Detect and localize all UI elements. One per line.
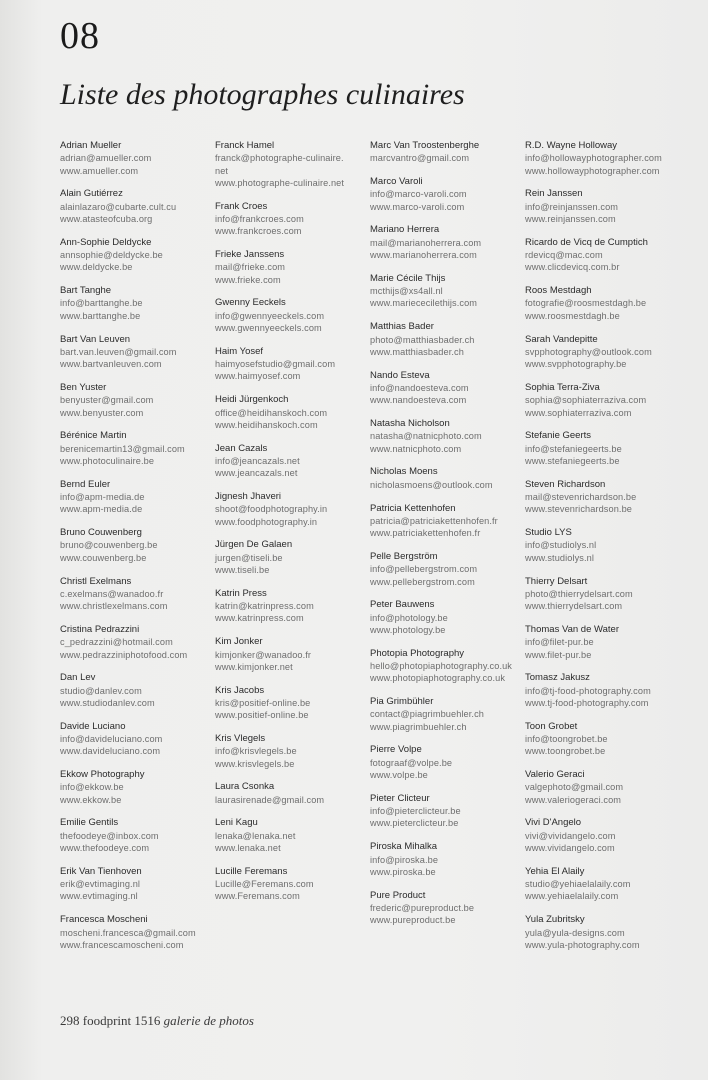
photographer-name: Thomas Van de Water xyxy=(525,623,619,635)
photographer-entry xyxy=(525,817,675,854)
photographer-name: Heidi Jürgenkoch xyxy=(215,394,289,406)
photographer-website[interactable]: www.matthiasbader.ch xyxy=(370,346,464,357)
photographer-entry xyxy=(370,140,520,165)
photographer-email[interactable]: info@krisvlegels.be xyxy=(215,746,297,757)
photographer-email[interactable]: info@gwennyeeckels.com xyxy=(215,310,325,321)
photographer-name: Nicholas Moens xyxy=(370,466,438,478)
photographer-email[interactable]: katrin@katrinpress.com xyxy=(215,601,314,612)
photographer-website[interactable]: www.jeancazals.net xyxy=(215,468,298,479)
photographer-name: Katrin Press xyxy=(215,587,267,599)
photographer-email[interactable]: nicholasmoens@outlook.com xyxy=(370,479,493,490)
photographer-entry xyxy=(525,237,675,274)
photographer-email[interactable]: yula@yula-designs.com xyxy=(525,927,625,938)
photographer-entry xyxy=(60,866,210,903)
photographer-name: Natasha Nicholson xyxy=(370,418,450,430)
photographer-email[interactable]: benyuster@gmail.com xyxy=(60,395,154,406)
photographer-email[interactable]: patricia@patriciakettenhofen.fr xyxy=(370,515,498,526)
photographer-name: Bérénice Martin xyxy=(60,430,127,442)
photographer-entry xyxy=(370,418,520,455)
photographer-website[interactable]: www.thefoodeye.com xyxy=(60,843,150,854)
photographer-name: Thierry Delsart xyxy=(525,575,588,587)
photographer-website[interactable]: www.toongrobet.be xyxy=(525,746,606,757)
photographer-entry xyxy=(525,721,675,758)
photographer-website[interactable]: www.natnicphoto.com xyxy=(370,443,462,454)
photographer-entry xyxy=(215,781,365,806)
photographer-entry xyxy=(215,297,365,334)
photographer-entry xyxy=(370,503,520,540)
photographer-email[interactable]: office@heidihanskoch.com xyxy=(215,407,328,418)
photographer-entry xyxy=(525,672,675,709)
photographer-name: Ann-Sophie Deldycke xyxy=(60,236,152,248)
photographer-entry xyxy=(215,685,365,722)
photographer-name: Yula Zubritsky xyxy=(525,914,585,926)
photographer-entry xyxy=(215,817,365,854)
photographer-name: Toon Grobet xyxy=(525,720,578,732)
photographer-website[interactable]: www.francescamoscheni.com xyxy=(60,939,184,950)
photographer-website[interactable]: www.studiolys.nl xyxy=(525,552,594,563)
photographer-name: Bart Tanghe xyxy=(60,285,112,297)
photographer-email[interactable]: contact@piagrimbuehler.ch xyxy=(370,709,484,720)
photographer-website[interactable]: www.atasteofcuba.org xyxy=(60,213,153,224)
photographer-entry xyxy=(370,466,520,491)
photographer-email[interactable]: kris@positief-online.be xyxy=(215,697,311,708)
photographer-entry xyxy=(60,382,210,419)
photographer-entry xyxy=(215,539,365,576)
photographer-email[interactable]: info@jeancazals.net xyxy=(215,455,300,466)
photographer-entry xyxy=(370,176,520,213)
directory-column-1 xyxy=(60,140,210,963)
photographer-entry xyxy=(60,672,210,709)
photographer-entry xyxy=(60,721,210,758)
photographer-email[interactable]: info@tj-food-photography.com xyxy=(525,685,651,696)
photographer-email[interactable]: c_pedrazzini@hotmail.com xyxy=(60,637,173,648)
photographer-email[interactable]: annsophie@deldycke.be xyxy=(60,250,163,261)
photographer-entry xyxy=(525,382,675,419)
photographer-name: Davide Luciano xyxy=(60,720,126,732)
photographer-website[interactable]: www.haimyosef.com xyxy=(215,371,301,382)
photographer-name: Sophia Terra-Ziva xyxy=(525,381,600,393)
photographer-name: Erik Van Tienhoven xyxy=(60,865,142,877)
photographer-name: Bruno Couwenberg xyxy=(60,527,142,539)
photographer-name: Jean Cazals xyxy=(215,442,268,454)
photographer-name: Sarah Vandepitte xyxy=(525,333,598,345)
photographer-entry xyxy=(215,249,365,286)
photographer-email[interactable]: frederic@pureproduct.be xyxy=(370,902,475,913)
photographer-entry xyxy=(525,334,675,371)
photographer-website[interactable]: www.stevenrichardson.be xyxy=(525,504,632,515)
photographer-email[interactable]: fotografie@roosmestdagh.be xyxy=(525,298,647,309)
photographer-entry xyxy=(370,648,520,685)
photographer-website[interactable]: www.thierrydelsart.com xyxy=(525,601,623,612)
photographer-website[interactable]: www.pellebergstrom.com xyxy=(370,576,475,587)
photographer-entry xyxy=(215,636,365,673)
photographer-website[interactable]: www.frankcroes.com xyxy=(215,226,302,237)
photographer-name: Pelle Bergström xyxy=(370,550,438,562)
photographer-website[interactable]: www.bartvanleuven.com xyxy=(60,359,162,370)
photographer-website[interactable]: www.nandoesteva.com xyxy=(370,395,467,406)
photographer-entry xyxy=(60,285,210,322)
photographer-name: Jignesh Jhaveri xyxy=(215,491,282,503)
photographer-website[interactable]: www.benyuster.com xyxy=(60,407,144,418)
photographer-name: Ekkow Photography xyxy=(60,769,145,781)
photographer-name: Christl Exelmans xyxy=(60,575,132,587)
photographer-email[interactable]: info@barttanghe.be xyxy=(60,298,143,309)
photographer-email[interactable]: adrian@amueller.com xyxy=(60,153,152,164)
photographer-entry xyxy=(370,599,520,636)
photographer-name: Leni Kagu xyxy=(215,817,258,829)
photographer-website[interactable]: www.lenaka.net xyxy=(215,843,281,854)
photographer-entry xyxy=(525,624,675,661)
footer-brand: foodprint 1516 xyxy=(82,1013,161,1028)
photographer-website[interactable]: www.amueller.com xyxy=(60,165,139,176)
photographer-email[interactable]: info@marco-varoli.com xyxy=(370,189,467,200)
photographer-email[interactable]: jurgen@tiseli.be xyxy=(215,552,283,563)
photographer-website[interactable]: www.stefaniegeerts.be xyxy=(525,455,620,466)
photographer-entry xyxy=(60,430,210,467)
photographer-name: Bart Van Leuven xyxy=(60,333,131,345)
photographer-name: Vivi D'Angelo xyxy=(525,817,582,829)
photographer-website[interactable]: www.mariececilethijs.com xyxy=(370,298,478,309)
photographer-email[interactable]: info@ekkow.be xyxy=(60,782,124,793)
photographer-name: Alain Gutiérrez xyxy=(60,188,123,200)
photographer-name: Photopia Photography xyxy=(370,647,465,659)
photographer-website[interactable]: www.photology.be xyxy=(370,624,446,635)
photographer-email[interactable]: studio@yehiaelalaily.com xyxy=(525,879,631,890)
photographer-email[interactable]: moscheni.francesca@gmail.com xyxy=(60,927,196,938)
photographer-entry xyxy=(60,624,210,661)
photographer-entry xyxy=(215,346,365,383)
photographer-name: Valerio Geraci xyxy=(525,769,585,781)
photographer-website[interactable]: www.svpphotography.be xyxy=(525,359,627,370)
photographer-email[interactable]: info@davideluciano.com xyxy=(60,733,163,744)
directory-column-3 xyxy=(370,140,520,938)
photographer-email[interactable]: Lucille@Feremans.com xyxy=(215,879,314,890)
photographer-entry xyxy=(525,769,675,806)
photographer-name: Franck Hamel xyxy=(215,140,275,151)
photographer-email[interactable]: berenicemartin13@gmail.com xyxy=(60,443,185,454)
photographer-entry xyxy=(370,890,520,927)
photographer-name: Lucille Feremans xyxy=(215,865,288,877)
photographer-website[interactable]: www.barttanghe.be xyxy=(60,310,141,321)
photographer-entry xyxy=(525,527,675,564)
photographer-name: Piroska Mihalka xyxy=(370,841,438,853)
directory-column-2 xyxy=(215,140,365,914)
photographer-website[interactable]: www.kimjonker.net xyxy=(215,661,293,672)
photographer-name: Pia Grimbühler xyxy=(370,696,434,708)
photographer-website[interactable]: www.hollowayphotographer.com xyxy=(525,165,660,176)
photographer-entry xyxy=(370,273,520,310)
photographer-entry xyxy=(370,551,520,588)
photographer-name: Pierre Volpe xyxy=(370,744,422,756)
photographer-email[interactable]: photo@matthiasbader.ch xyxy=(370,334,475,345)
photographer-name: Bernd Euler xyxy=(60,478,111,490)
photographer-website[interactable]: www.clicdevicq.com.br xyxy=(525,262,620,273)
photographer-entry xyxy=(60,188,210,225)
photographer-entry xyxy=(525,140,675,177)
photographer-entry xyxy=(370,224,520,261)
photographer-email[interactable]: info@stefaniegeerts.be xyxy=(525,443,622,454)
photographer-email[interactable]: info@apm-media.de xyxy=(60,492,145,503)
photographer-website[interactable]: www.valeriogeraci.com xyxy=(525,794,622,805)
photographer-entry xyxy=(215,588,365,625)
photographer-name: R.D. Wayne Holloway xyxy=(525,140,618,151)
photographer-entry xyxy=(370,321,520,358)
photographer-name: Emilie Gentils xyxy=(60,817,119,829)
photographer-email[interactable]: info@nandoesteva.com xyxy=(370,382,469,393)
photographer-website[interactable]: www.apm-media.de xyxy=(60,504,143,515)
photographer-name: Peter Bauwens xyxy=(370,599,435,611)
photographer-name: Ricardo de Vicq de Cumptich xyxy=(525,236,648,248)
photographer-email[interactable]: mail@stevenrichardson.be xyxy=(525,492,637,503)
photographer-website[interactable]: www.pedrazziniphotofood.com xyxy=(60,649,188,660)
photographer-website[interactable]: www.piroska.be xyxy=(370,866,436,877)
photographer-name: Marc Van Troostenberghe xyxy=(370,140,480,151)
photographer-entry xyxy=(525,285,675,322)
photographer-email[interactable]: fotograaf@volpe.be xyxy=(370,757,453,768)
photographer-entry xyxy=(525,576,675,613)
photographer-entry xyxy=(60,817,210,854)
directory-column-4 xyxy=(525,140,675,963)
photographer-website[interactable]: www.heidihanskoch.com xyxy=(215,419,318,430)
photographer-name: Francesca Moscheni xyxy=(60,914,148,926)
photographer-name: Marie Cécile Thijs xyxy=(370,272,446,284)
photographer-name: Kim Jonker xyxy=(215,636,263,648)
photographer-name: Nando Esteva xyxy=(370,369,430,381)
photographer-email[interactable]: erik@evtimaging.nl xyxy=(60,879,141,890)
photographer-email[interactable]: info@filet-pur.be xyxy=(525,637,594,648)
photographer-email[interactable]: haimyosefstudio@gmail.com xyxy=(215,359,336,370)
photographer-email[interactable]: info@piroska.be xyxy=(370,854,439,865)
photographer-entry xyxy=(60,576,210,613)
photographer-email[interactable]: mail@marianoherrera.com xyxy=(370,237,482,248)
photographer-email[interactable]: thefoodeye@inbox.com xyxy=(60,830,159,841)
photographer-website[interactable]: www.tj-food-photography.com xyxy=(525,697,649,708)
photographer-name: Roos Mestdagh xyxy=(525,285,592,297)
photographer-entry xyxy=(525,866,675,903)
photographer-website[interactable]: www.ekkow.be xyxy=(60,794,122,805)
photographer-entry xyxy=(215,733,365,770)
photographer-entry xyxy=(370,696,520,733)
photographer-entry xyxy=(215,491,365,528)
photographer-email[interactable]: svpphotography@outlook.com xyxy=(525,346,652,357)
photographer-website[interactable]: www.deldycke.be xyxy=(60,262,133,273)
photographer-website[interactable]: www.yula-photography.com xyxy=(525,939,640,950)
photographer-website[interactable]: www.reinjanssen.com xyxy=(525,213,616,224)
photographer-website[interactable]: www.photographe-culinaire.net xyxy=(215,177,345,188)
photographer-website[interactable]: www.photoculinaire.be xyxy=(60,455,155,466)
photographer-website[interactable]: www.katrinpress.com xyxy=(215,613,304,624)
photographer-entry xyxy=(525,479,675,516)
photographer-email[interactable]: franck@photographe-culinaire. xyxy=(215,153,344,164)
photographer-entry xyxy=(525,188,675,225)
photographer-website[interactable]: www.photopiaphotography.co.uk xyxy=(370,673,506,684)
photographer-email[interactable]: valgephoto@gmail.com xyxy=(525,782,624,793)
photographer-name: Patricia Kettenhofen xyxy=(370,502,456,514)
photographer-email[interactable]: rdevicq@mac.com xyxy=(525,250,603,261)
photographer-website[interactable]: www.positief-online.be xyxy=(215,710,309,721)
photographer-entry xyxy=(215,201,365,238)
photographer-entry xyxy=(215,443,365,480)
photographer-email[interactable]: mcthijs@xs4all.nl xyxy=(370,286,443,297)
photographer-entry xyxy=(525,914,675,951)
photographer-website[interactable]: www.yehiaelalaily.com xyxy=(525,891,619,902)
photographer-entry xyxy=(60,479,210,516)
photographer-entry xyxy=(60,334,210,371)
photographer-email[interactable]: lenaka@lenaka.net xyxy=(215,830,296,841)
photographer-website[interactable]: www.roosmestdagh.be xyxy=(525,310,620,321)
photographer-email[interactable]: mail@frieke.com xyxy=(215,262,286,273)
photographer-email[interactable]: bruno@couwenberg.be xyxy=(60,540,158,551)
photographer-name: Stefanie Geerts xyxy=(525,430,592,442)
photographer-entry xyxy=(370,841,520,878)
photographer-email[interactable]: info@reinjanssen.com xyxy=(525,201,619,212)
photographer-name: Kris Jacobs xyxy=(215,684,265,696)
photographer-name: Pure Product xyxy=(370,889,426,901)
photographer-website[interactable]: www.couwenberg.be xyxy=(60,552,147,563)
photographer-entry xyxy=(215,866,365,903)
page-footer xyxy=(60,1013,254,1029)
photographer-email[interactable]: info@photology.be xyxy=(370,612,448,623)
photographer-name: Mariano Herrera xyxy=(370,224,440,236)
photographer-website[interactable]: www.piagrimbuehler.ch xyxy=(370,721,467,732)
photographer-name: Pieter Clicteur xyxy=(370,792,430,804)
photographer-email[interactable]: bart.van.leuven@gmail.com xyxy=(60,346,177,357)
photographer-website[interactable]: www.krisvlegels.be xyxy=(215,758,295,769)
photographer-name: Tomasz Jakusz xyxy=(525,672,590,684)
photographer-website[interactable]: www.davideluciano.com xyxy=(60,746,161,757)
photographer-website[interactable]: www.Feremans.com xyxy=(215,891,300,902)
photographer-email[interactable]: shoot@foodphotography.in xyxy=(215,504,328,515)
photographer-website[interactable]: www.marianoherrera.com xyxy=(370,250,477,261)
photographer-website[interactable]: www.patriciakettenhofen.fr xyxy=(370,528,481,539)
photographer-website[interactable]: net xyxy=(215,165,229,176)
photographer-email[interactable]: marcvantro@gmail.com xyxy=(370,153,470,164)
photographer-email[interactable]: info@studiolys.nl xyxy=(525,540,597,551)
photographer-email[interactable]: kimjonker@wanadoo.fr xyxy=(215,649,312,660)
photographer-email[interactable]: info@toongrobet.be xyxy=(525,733,608,744)
photographer-email[interactable]: studio@danlev.com xyxy=(60,685,142,696)
photographer-website[interactable]: www.volpe.be xyxy=(370,770,428,781)
photographer-name: Ben Yuster xyxy=(60,381,107,393)
photographer-name: Dan Lev xyxy=(60,672,96,684)
photographer-name: Gwenny Eeckels xyxy=(215,297,286,309)
photographer-website[interactable]: www.tiseli.be xyxy=(215,565,270,576)
photographer-website[interactable]: www.marco-varoli.com xyxy=(370,201,465,212)
photographer-email[interactable]: natasha@natnicphoto.com xyxy=(370,431,482,442)
photographer-email[interactable]: c.exelmans@wanadoo.fr xyxy=(60,588,164,599)
photographer-email[interactable]: info@frankcroes.com xyxy=(215,213,304,224)
photographer-email[interactable]: info@pellebergstrom.com xyxy=(370,564,478,575)
photographer-name: Marco Varoli xyxy=(370,176,423,188)
photographer-name: Kris Vlegels xyxy=(215,732,266,744)
photographer-website[interactable]: www.filet-pur.be xyxy=(525,649,592,660)
photographer-email[interactable]: photo@thierrydelsart.com xyxy=(525,588,633,599)
photographer-name: Steven Richardson xyxy=(525,478,606,490)
photographer-email[interactable]: info@hollowayphotographer.com xyxy=(525,153,662,164)
photographer-email[interactable]: laurasirenade@gmail.com xyxy=(215,794,325,805)
photographer-entry xyxy=(370,370,520,407)
photographer-name: Matthias Bader xyxy=(370,321,434,333)
photographer-email[interactable]: alainlazaro@cubarte.cult.cu xyxy=(60,201,177,212)
photographer-name: Haim Yosef xyxy=(215,345,264,357)
photographer-email[interactable]: sophia@sophiaterraziva.com xyxy=(525,395,647,406)
photographer-website[interactable]: www.foodphotography.in xyxy=(215,516,318,527)
photographer-name: Studio LYS xyxy=(525,527,572,539)
photographer-website[interactable]: www.pieterclicteur.be xyxy=(370,818,459,829)
photographer-website[interactable]: www.vividangelo.com xyxy=(525,843,615,854)
photographer-website[interactable]: www.gwennyeeckels.com xyxy=(215,323,322,334)
photographer-website[interactable]: www.evtimaging.nl xyxy=(60,891,138,902)
photographer-entry xyxy=(60,914,210,951)
photographer-name: Yehia El Alaily xyxy=(525,865,585,877)
chapter-number: 08 xyxy=(60,15,100,57)
photographer-website[interactable]: www.pureproduct.be xyxy=(370,915,456,926)
photographer-website[interactable]: www.studiodanlev.com xyxy=(60,697,155,708)
photographer-name: Laura Csonka xyxy=(215,781,275,793)
photographer-name: Cristina Pedrazzini xyxy=(60,623,140,635)
photographer-website[interactable]: www.sophiaterraziva.com xyxy=(525,407,632,418)
photographer-name: Frieke Janssens xyxy=(215,249,285,261)
footer-section: galerie de photos xyxy=(163,1013,254,1028)
photographer-name: Adrian Mueller xyxy=(60,140,122,151)
page-number: 298 xyxy=(60,1013,80,1028)
page-title: Liste des photographes culinaires xyxy=(60,78,465,111)
photographer-entry xyxy=(370,793,520,830)
photographer-entry xyxy=(215,140,365,189)
photographer-name: Rein Janssen xyxy=(525,188,583,200)
photographer-entry xyxy=(60,527,210,564)
photographer-website[interactable]: www.frieke.com xyxy=(215,274,281,285)
photographer-entry xyxy=(60,237,210,274)
photographer-email[interactable]: hello@photopiaphotography.co.uk xyxy=(370,661,513,671)
photographer-entry xyxy=(60,769,210,806)
photographer-entry xyxy=(215,394,365,431)
photographer-name: Frank Croes xyxy=(215,200,268,212)
photographer-entry xyxy=(370,744,520,781)
photographer-email[interactable]: info@pieterclicteur.be xyxy=(370,806,461,817)
photographer-website[interactable]: www.christlexelmans.com xyxy=(60,601,168,612)
photographer-entry xyxy=(525,430,675,467)
photographer-entry xyxy=(60,140,210,177)
photographer-name: Jürgen De Galaen xyxy=(215,539,293,551)
photographer-email[interactable]: vivi@vividangelo.com xyxy=(525,830,616,841)
